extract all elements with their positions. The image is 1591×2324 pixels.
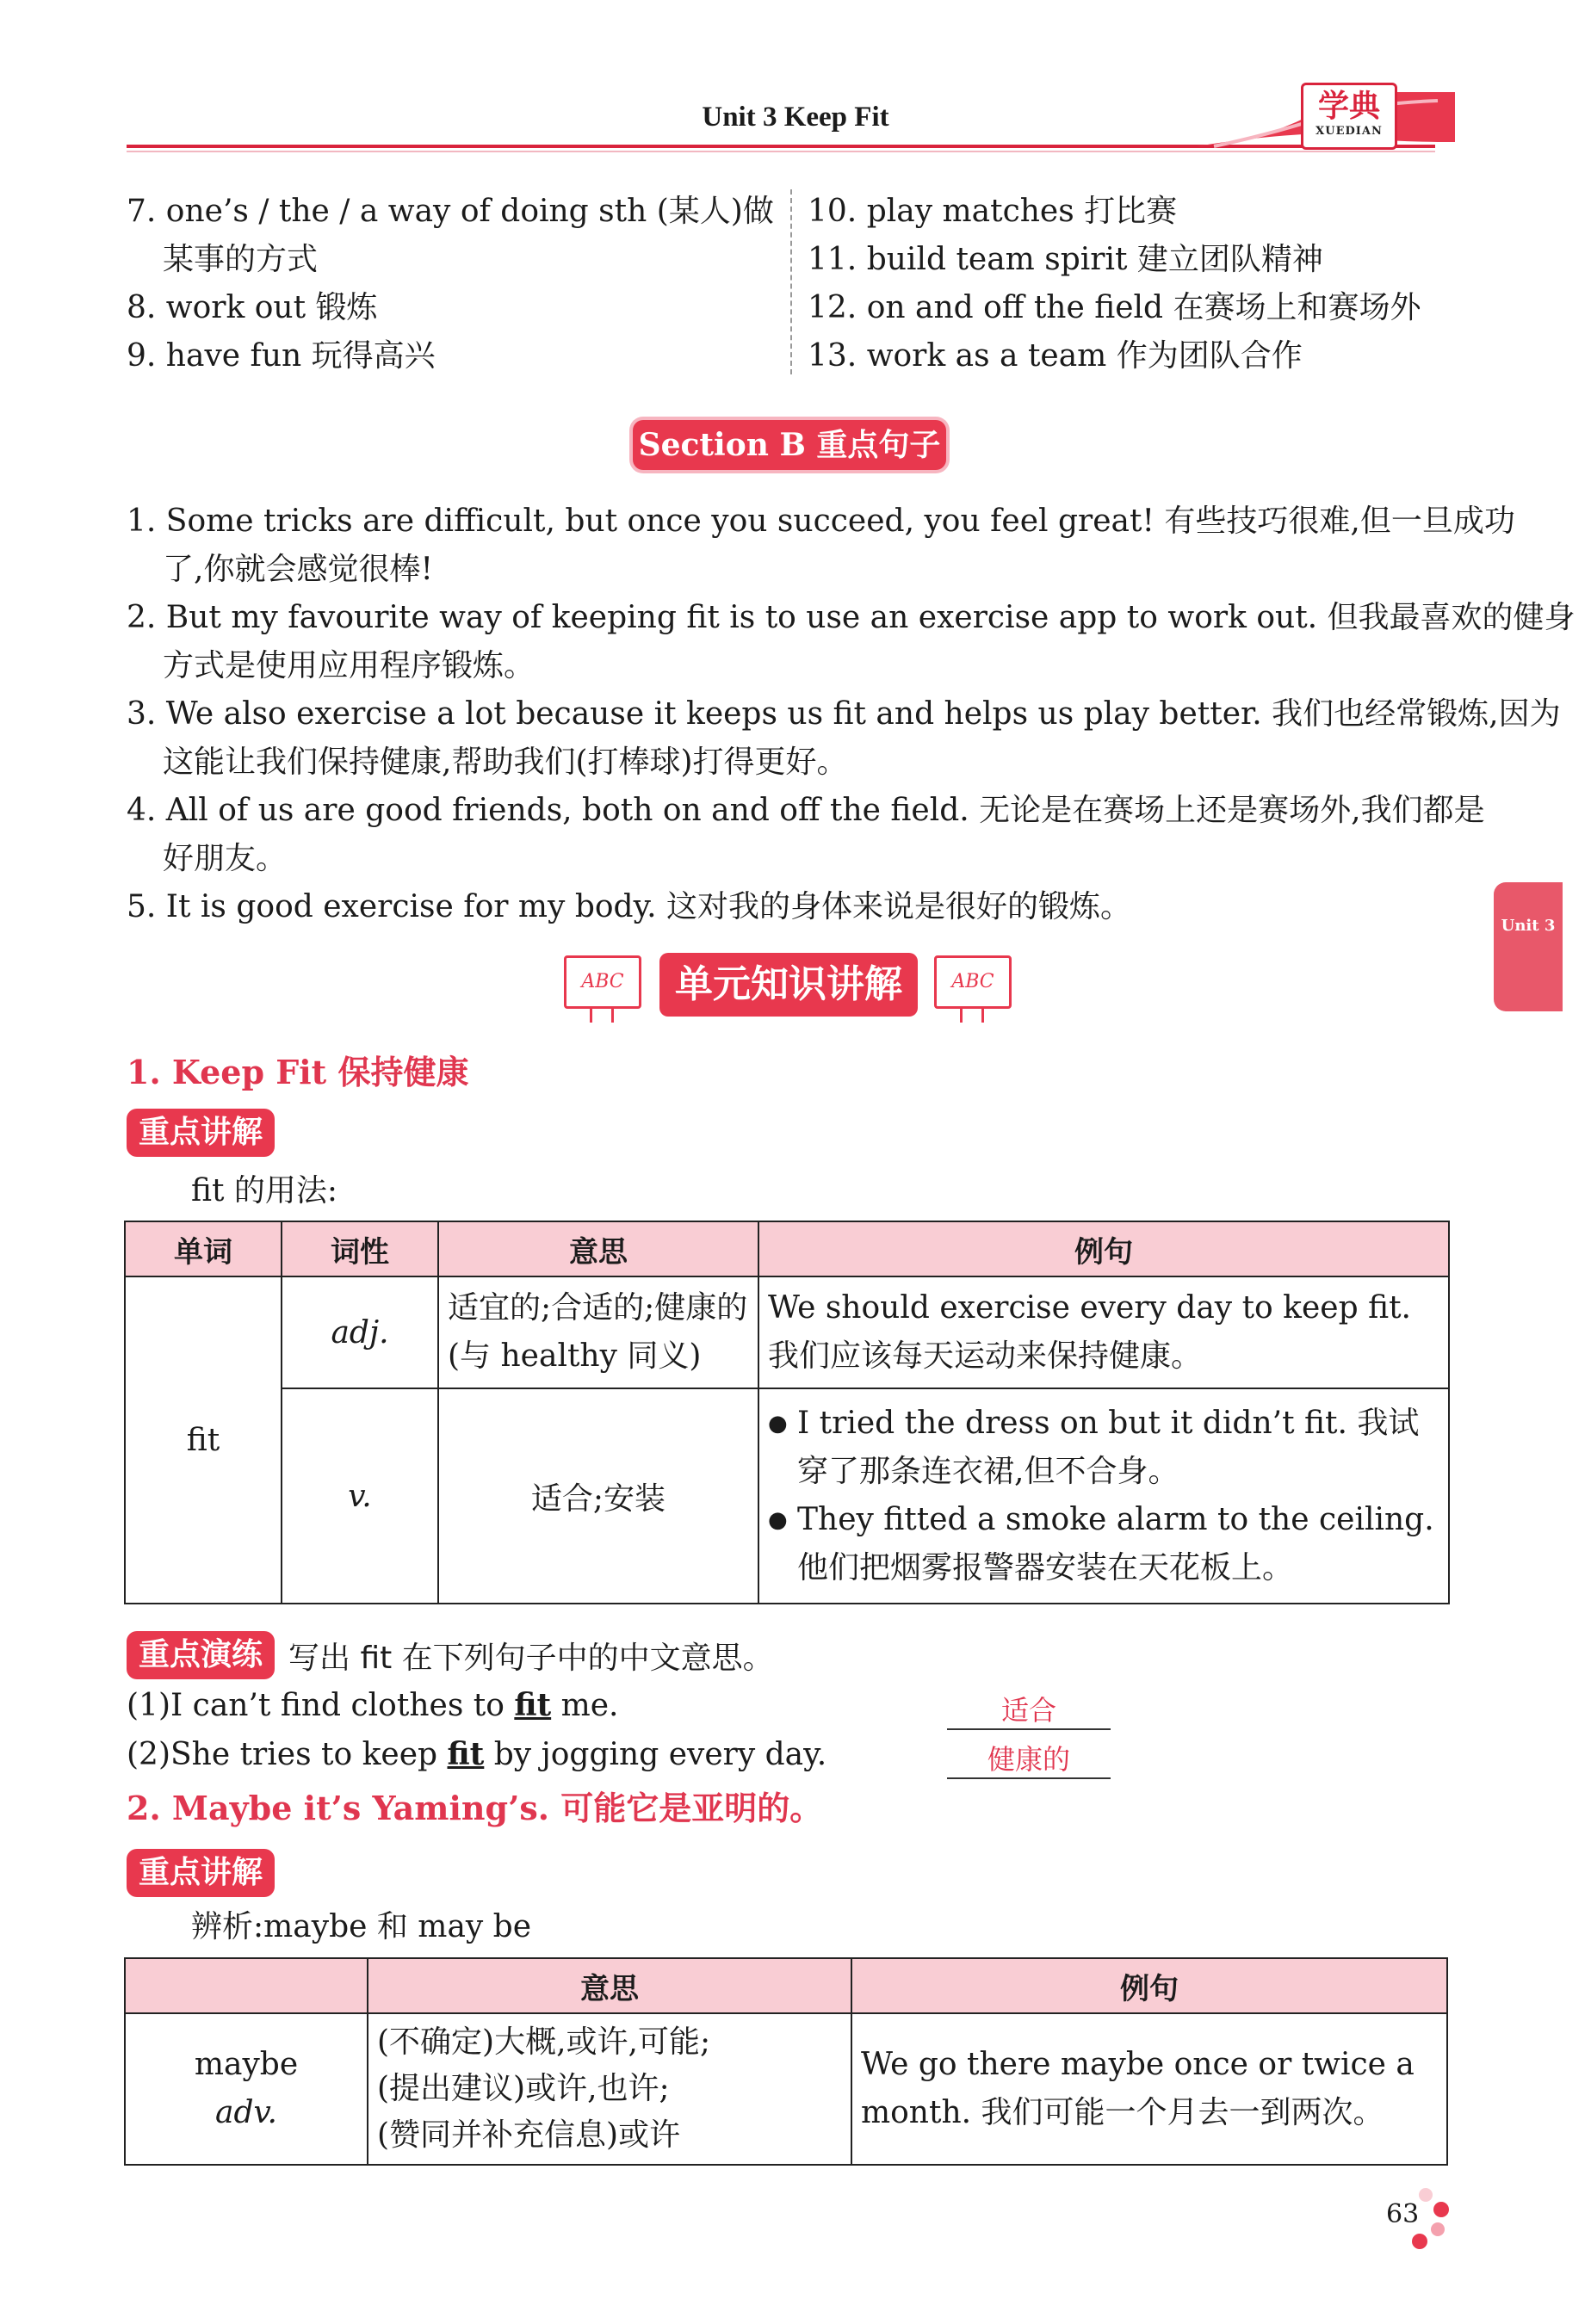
sentence-line-continued: 了,你就会感觉很棒! xyxy=(163,552,433,587)
table-header: 意思 xyxy=(368,1958,851,2013)
phrase-list-right xyxy=(808,188,1427,380)
practice-text: (1)I can’t find clothes to xyxy=(127,1688,515,1723)
sentence-line: 4. All of us are good friends, both on and off the field. 无论是在赛场上还是赛场外,我们都是 xyxy=(127,793,1485,828)
word-pos: adv. xyxy=(214,2095,278,2130)
practice-answer-blank[interactable]: 适合 xyxy=(947,1689,1111,1730)
point-1-title: 1. Keep Fit 保持健康 xyxy=(127,1053,469,1091)
key-practice-tag: 重点演练 xyxy=(127,1631,275,1679)
sentence-line-continued: 方式是使用应用程序锻炼。 xyxy=(163,648,535,683)
table-cell-word: fit xyxy=(125,1276,282,1604)
sentence-line: 3. We also exercise a lot because it keeps us fit and helps us play better. 我们也经常锻炼,因为 xyxy=(127,696,1561,732)
fit-usage-table xyxy=(124,1221,1450,1604)
maybe-table xyxy=(124,1957,1448,2166)
brand-name-en: XUEDIAN xyxy=(1316,125,1383,138)
decorative-dot xyxy=(1433,2202,1449,2217)
phrase-item: 12. on and off the field 在赛场上和赛场外 xyxy=(808,290,1421,325)
table-cell-pos: adj. xyxy=(282,1276,438,1388)
point-2-title: 2. Maybe it’s Yaming’s. 可能它是亚明的。 xyxy=(127,1789,823,1827)
abc-board-leg xyxy=(981,1007,984,1023)
abc-board-icon: ABC xyxy=(564,955,641,1009)
practice-text: by jogging every day. xyxy=(484,1737,827,1772)
table-header: 意思 xyxy=(438,1221,758,1276)
word-maybe: maybe xyxy=(194,2047,299,2082)
practice-keyword: fit xyxy=(447,1736,485,1772)
unit-knowledge-banner: 单元知识讲解 xyxy=(659,953,918,1017)
header-title: Unit 3 Keep Fit xyxy=(702,102,889,133)
table-header-blank xyxy=(125,1958,368,2013)
table-cell-example: We should exercise every day to keep fit. 我们应该每天运动来保持健康。 xyxy=(758,1276,1449,1388)
brand-logo xyxy=(1301,83,1397,150)
table-cell-meaning: 适宜的;合适的;健康的(与 healthy 同义) xyxy=(438,1276,758,1388)
phrase-item: 13. work as a team 作为团队合作 xyxy=(808,338,1303,374)
side-tab-label: Unit 3 xyxy=(1501,917,1556,935)
practice-instruction: 写出 fit 在下列句子中的中文意思。 xyxy=(288,1641,774,1676)
practice-answer-blank[interactable]: 健康的 xyxy=(947,1738,1111,1779)
table-cell-meaning: 适合;安装 xyxy=(438,1388,758,1604)
phrase-item: 8. work out 锻炼 xyxy=(127,290,378,325)
key-explanation-tag: 重点讲解 xyxy=(127,1109,275,1157)
page-number: 63 xyxy=(1386,2199,1420,2229)
table-header: 例句 xyxy=(758,1221,1449,1276)
meaning-line: (不确定)大概,或许,可能; xyxy=(377,2024,711,2060)
section-b-banner: Section B 重点句子 xyxy=(633,420,946,470)
phrase-item-continued: 某事的方式 xyxy=(163,242,319,277)
phrase-list-left xyxy=(127,188,781,380)
sentence-line-continued: 好朋友。 xyxy=(163,841,288,876)
table-cell-word xyxy=(125,2013,368,2165)
sentence-line: 1. Some tricks are difficult, but once you succeed, you feel great! 有些技巧很难,但一旦成功 xyxy=(127,504,1515,539)
table-header: 词性 xyxy=(282,1221,438,1276)
table-header: 单词 xyxy=(125,1221,282,1276)
header-rule-shadow xyxy=(127,151,1435,152)
table-cell-examples xyxy=(758,1388,1449,1604)
phrase-item: 10. play matches 打比赛 xyxy=(808,194,1178,229)
practice-keyword: fit xyxy=(514,1687,552,1723)
practice-item xyxy=(127,1736,826,1772)
sentence-line: 5. It is good exercise for my body. 这对我的身体来说是很好的锻炼。 xyxy=(127,889,1132,924)
abc-board-leg xyxy=(590,1007,592,1023)
maybe-comparison-intro: 辨析:maybe 和 may be xyxy=(191,1909,532,1944)
decorative-dot xyxy=(1419,2188,1433,2202)
sentence-line-continued: 这能让我们保持健康,帮助我们(打棒球)打得更好。 xyxy=(163,745,848,780)
meaning-line: (提出建议)或许,也许; xyxy=(377,2071,670,2106)
abc-board-icon: ABC xyxy=(934,955,1012,1009)
key-explanation-tag: 重点讲解 xyxy=(127,1849,275,1897)
practice-text: me. xyxy=(551,1688,619,1723)
abc-board-leg xyxy=(960,1007,963,1023)
decorative-dot xyxy=(1431,2222,1445,2236)
meaning-line: (赞同并补充信息)或许 xyxy=(377,2117,681,2153)
brand-name-cn: 学典 xyxy=(1317,88,1380,124)
fit-usage-intro: fit 的用法: xyxy=(191,1173,338,1208)
practice-text: (2)She tries to keep xyxy=(127,1737,448,1772)
example-bullet: ● I tried the dress on but it didn’t fit. 我试穿了那条连衣裙,但不合身。 xyxy=(768,1400,1439,1496)
abc-board-leg xyxy=(611,1007,614,1023)
sentence-line: 2. But my favourite way of keeping fit is to use an exercise app to work out. 但我最喜欢的健身 xyxy=(127,600,1576,635)
unit-side-tab xyxy=(1494,882,1563,1011)
table-cell-pos: v. xyxy=(282,1388,438,1604)
example-bullet: ● They fitted a smoke alarm to the ceiling. 他们把烟雾报警器安装在天花板上。 xyxy=(768,1496,1439,1592)
phrase-item: 11. build team spirit 建立团队精神 xyxy=(808,242,1323,277)
practice-item xyxy=(127,1687,618,1723)
decorative-dot xyxy=(1412,2234,1427,2249)
table-header: 例句 xyxy=(851,1958,1447,2013)
column-divider xyxy=(790,189,792,374)
phrase-item: 9. have fun 玩得高兴 xyxy=(127,338,436,374)
phrase-item: 7. one’s / the / a way of doing sth (某人)做 xyxy=(127,194,774,229)
table-cell-meanings xyxy=(368,2013,851,2165)
table-cell-example: We go there maybe once or twice a month. 我们可能一个月去一到两次。 xyxy=(851,2013,1447,2165)
